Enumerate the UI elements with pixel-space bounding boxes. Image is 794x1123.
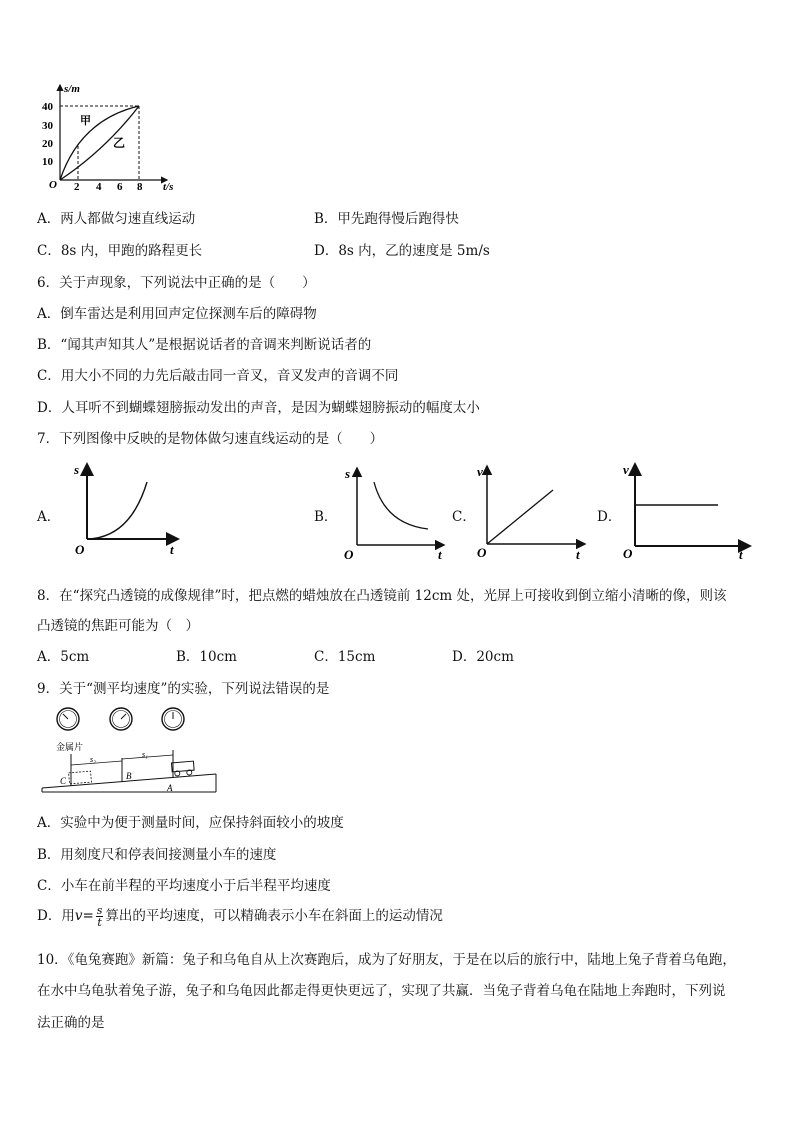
q5-option-a: A．两人都做匀速直线运动 <box>37 211 196 227</box>
q5-xtick: 8 <box>137 181 143 192</box>
q7c-origin: O <box>477 545 487 560</box>
q6-option-c: C．用大小不同的力先后敲击同一音叉，音叉发声的音调不同 <box>37 368 399 384</box>
q9-s2-label: s₂ <box>90 755 96 764</box>
q7b-origin: O <box>344 547 354 562</box>
stopwatch-icon <box>57 708 79 730</box>
q9-optd-v: v <box>74 908 83 924</box>
q7b-xlabel: t <box>438 547 442 562</box>
q5-option-c: C．8s 内，甲跑的路程更长 <box>37 243 203 259</box>
q7-graph-c <box>475 460 590 562</box>
q5-curve-jia <box>60 106 139 180</box>
q9-label-c: C <box>60 776 67 786</box>
q8-option-c: C．15cm <box>314 649 376 665</box>
q5-ytick: 20 <box>42 138 53 150</box>
q5-ytick: 30 <box>42 120 53 132</box>
q6-stem: 6．关于声现象，下列说法中正确的是（ ） <box>37 275 316 291</box>
q5-xtick: 6 <box>117 181 123 192</box>
q8-stem-line1: 8．在“探究凸透镜的成像规律”时，把点燃的蜡烛放在凸透镜前 12cm 处，光屏上可接收到倒立缩小清晰的像，则该 <box>37 588 727 604</box>
q9-option-c: C．小车在前半程的平均速度小于后半程平均速度 <box>37 878 331 894</box>
q9-incline-figure <box>40 704 220 796</box>
q7-graph-a <box>70 460 185 560</box>
q9-metal-label: 金属片 <box>56 742 84 752</box>
q9-option-a: A．实验中为便于测量时间，应保持斜面较小的坡度 <box>37 815 344 831</box>
q5-ylabel: s/m <box>64 83 80 95</box>
q7d-xlabel: t <box>739 547 743 560</box>
q9-formula-num: s <box>96 904 103 917</box>
q8-stem-line2: 凸透镜的焦距可能为（ ） <box>37 618 199 634</box>
q5-xlabel: t/s <box>163 181 174 192</box>
q5-label-yi: 乙 <box>113 136 126 150</box>
q7c-xlabel: t <box>576 547 580 562</box>
q7-label-b: B． <box>314 509 338 525</box>
q10-line1: 10．《龟兔赛跑》新篇：兔子和乌龟自从上次赛跑后，成为了好朋友，于是在以后的旅行中，陆地上兔子背着乌龟跑， <box>37 952 736 968</box>
stopwatch-icon <box>110 708 132 730</box>
q9-optd-eq: = <box>82 908 94 924</box>
q5-xtick: 4 <box>96 181 102 192</box>
q7-label-a: A． <box>37 509 61 525</box>
q7a-ylabel: s <box>74 462 80 477</box>
q5-st-graph <box>35 80 185 192</box>
q7a-origin: O <box>75 542 85 557</box>
stopwatch-icon <box>162 708 184 730</box>
q5-ytick: 40 <box>42 101 53 113</box>
q7-label-c: C． <box>452 509 476 525</box>
q7-stem: 7．下列图像中反映的是物体做匀速直线运动的是（ ） <box>37 431 384 447</box>
q9-stem: 9．关于“测平均速度”的实验，下列说法错误的是 <box>37 681 330 697</box>
q9-formula-den: t <box>97 916 102 929</box>
q5-line-yi <box>60 106 139 180</box>
q6-option-d: D．人耳听不到蝴蝶翅膀振动发出的声音，是因为蝴蝶翅膀振动的幅度太小 <box>37 400 480 416</box>
q7-label-d: D． <box>597 509 622 525</box>
q7c-ylabel: v <box>477 464 483 479</box>
q5-option-d: D．8s 内，乙的速度是 5m/s <box>314 243 490 259</box>
q7b-ylabel: s <box>345 466 351 481</box>
q7d-origin: O <box>623 546 633 560</box>
q9-label-a: A <box>167 783 173 793</box>
q10-line3: 法正确的是 <box>37 1015 105 1031</box>
q7-graph-b <box>340 462 450 562</box>
q9-formula-fraction <box>96 905 104 928</box>
q9-optd-post: 算出的平均速度，可以精确表示小车在斜面上的运动情况 <box>105 908 443 924</box>
q8-option-a: A．5cm <box>37 649 90 665</box>
q9-option-d <box>37 904 443 928</box>
q8-option-b: B．10cm <box>176 649 237 665</box>
q6-option-b: B．“闻其声知其人”是根据说话者的音调来判断说话者的 <box>37 337 372 353</box>
q7d-ylabel: v <box>623 462 629 477</box>
q5-xtick: 2 <box>74 181 80 192</box>
q9-label-b: B <box>126 771 132 781</box>
q5-origin: O <box>49 179 57 191</box>
q5-ytick: 10 <box>42 156 53 168</box>
q6-option-a: A．倒车雷达是利用回声定位探测车后的障碍物 <box>37 306 317 322</box>
q7-graph-d <box>620 458 755 560</box>
q7a-xlabel: t <box>170 542 174 557</box>
cart-icon <box>171 761 194 776</box>
q9-s1-label: s₁ <box>142 750 148 759</box>
q5-label-jia: 甲 <box>80 115 91 127</box>
q9-optd-pre: D．用 <box>37 908 75 924</box>
q9-option-b: B．用刻度尺和停表间接测量小车的速度 <box>37 847 277 863</box>
q10-line2: 在水中乌龟驮着兔子游，兔子和乌龟因此都走得更快更远了，实现了共赢．当兔子背着乌龟在陆地上奔跑时，下列说 <box>37 983 726 999</box>
q5-option-b: B．甲先跑得慢后跑得快 <box>314 211 459 227</box>
q8-option-d: D．20cm <box>452 649 514 665</box>
